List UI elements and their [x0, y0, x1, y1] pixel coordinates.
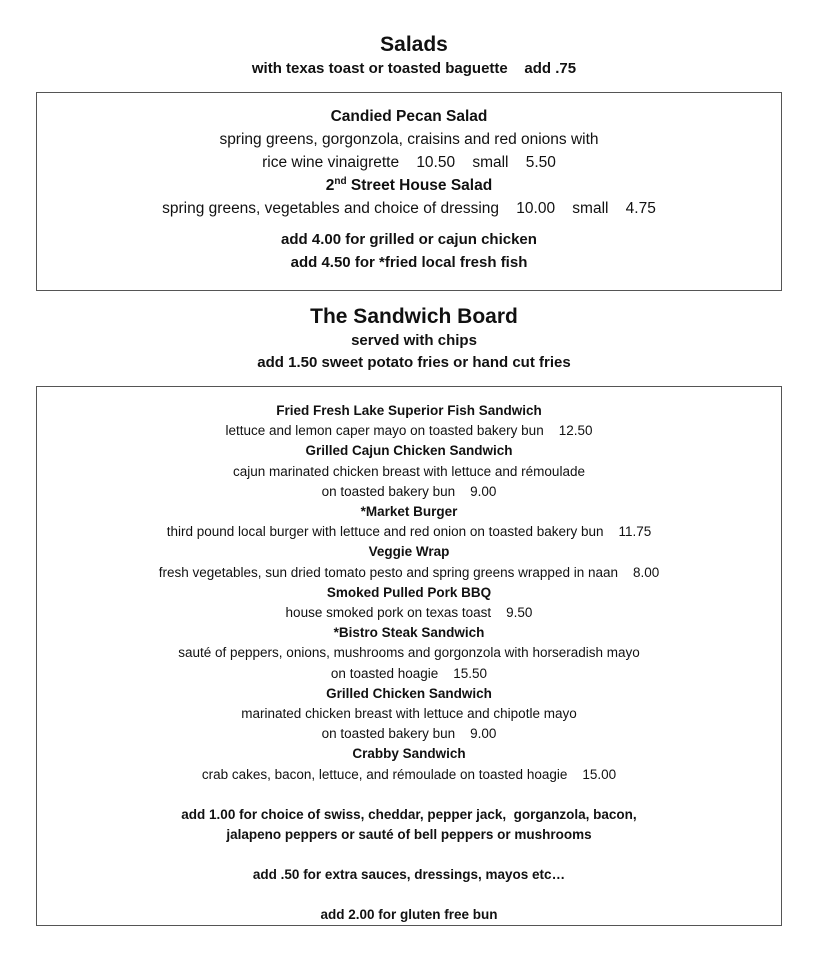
gluten-free-addon: add 2.00 for gluten free bun — [320, 907, 498, 923]
sandwich-description: sauté of peppers, onions, mushrooms and gorgonzola with horseradish mayo — [178, 645, 640, 661]
salad-addon: add 4.50 for *fried local fresh fish — [290, 254, 528, 271]
salad-description: spring greens, gorgonzola, craisins and red onions with — [219, 131, 599, 148]
salads-title: Salads — [380, 33, 448, 56]
sandwich-item — [37, 744, 781, 784]
sandwich-header — [0, 304, 828, 374]
sandwich-subtitle: served with chips — [351, 332, 477, 349]
salads-header — [0, 32, 828, 80]
salad-name-rest: Street House Salad — [346, 177, 493, 194]
sandwich-name: Veggie Wrap — [368, 544, 450, 560]
salad-item — [37, 105, 781, 174]
salad-name-ordinal: nd — [334, 175, 347, 187]
salad-name: Candied Pecan Salad — [330, 108, 488, 125]
sandwich-item — [37, 502, 781, 542]
sandwich-price-line: on toasted bakery bun 9.00 — [321, 483, 497, 499]
sandwich-name: Grilled Cajun Chicken Sandwich — [305, 443, 513, 459]
sandwich-name: Smoked Pulled Pork BBQ — [326, 584, 492, 600]
sandwich-description: cajun marinated chicken breast with lettuce and rémoulade — [233, 463, 585, 479]
sandwich-description: marinated chicken breast with lettuce and chipotle mayo — [241, 706, 577, 722]
sandwich-description: lettuce and lemon caper mayo on toasted bakery bun 12.50 — [225, 423, 593, 439]
salad-addon: add 4.00 for grilled or cajun chicken — [281, 231, 537, 248]
sandwich-description: third pound local burger with lettuce and red onion on toasted bakery bun 11.75 — [166, 524, 652, 540]
salad-description: spring greens, vegetables and choice of dressing 10.00 small 4.75 — [162, 200, 656, 217]
sandwich-item — [37, 684, 781, 745]
sandwich-description: crab cakes, bacon, lettuce, and rémoulade on toasted hoagie 15.00 — [201, 766, 617, 782]
sandwich-item — [37, 623, 781, 684]
sandwich-item — [37, 401, 781, 441]
sandwich-name: Fried Fresh Lake Superior Fish Sandwich — [276, 403, 542, 418]
sandwich-name: Grilled Chicken Sandwich — [326, 685, 492, 701]
sandwich-description: fresh vegetables, sun dried tomato pesto and spring greens wrapped in naan 8.00 — [158, 564, 660, 580]
salads-subtitle: with texas toast or toasted baguette add .75 — [251, 60, 577, 77]
sandwich-price-line: on toasted bakery bun 9.00 — [321, 726, 497, 742]
sandwich-title: The Sandwich Board — [310, 305, 518, 328]
cheese-addon: jalapeno peppers or sauté of bell peppers or mushrooms — [226, 827, 592, 843]
sandwich-name: *Bistro Steak Sandwich — [333, 625, 485, 641]
salad-name-number: 2 — [325, 177, 335, 194]
salad-price-line: rice wine vinaigrette 10.50 small 5.50 — [262, 154, 556, 171]
sandwich-box — [36, 386, 782, 926]
sandwich-item — [37, 441, 781, 502]
sandwich-description: house smoked pork on texas toast 9.50 — [285, 605, 533, 621]
sandwich-price-line: on toasted hoagie 15.50 — [330, 665, 488, 681]
sandwich-subtitle: add 1.50 sweet potato fries or hand cut fries — [257, 354, 571, 371]
sandwich-item — [37, 583, 781, 623]
sauces-addon: add .50 for extra sauces, dressings, mayos etc… — [252, 867, 566, 883]
salad-name — [37, 174, 781, 197]
cheese-addon: add 1.00 for choice of swiss, cheddar, pepper jack, gorganzola, bacon, — [181, 806, 637, 822]
salads-box — [36, 92, 782, 291]
salad-item — [37, 174, 781, 220]
sandwich-item — [37, 542, 781, 582]
sandwich-name: Crabby Sandwich — [352, 746, 466, 762]
sandwich-name: *Market Burger — [360, 504, 458, 520]
